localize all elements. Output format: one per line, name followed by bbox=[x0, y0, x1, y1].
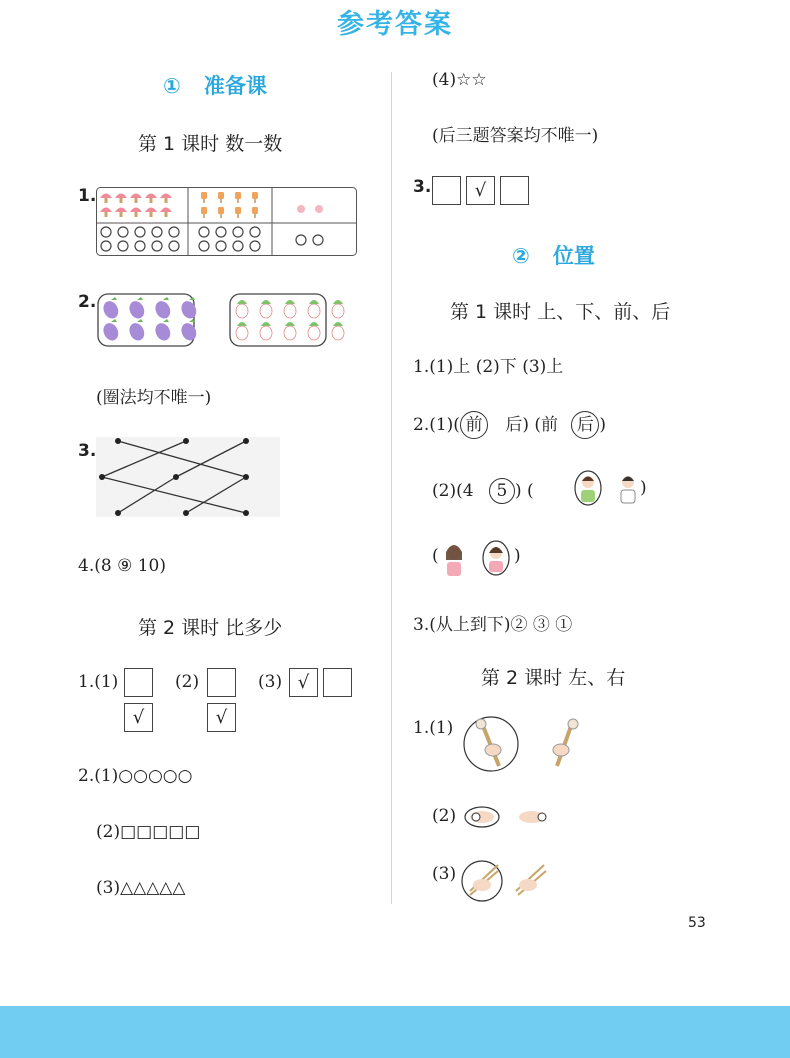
checkmark: √ bbox=[207, 703, 236, 732]
q4-answer: 4.(8 ⑨ 10) bbox=[78, 556, 166, 576]
q3-label: 3. bbox=[78, 441, 97, 461]
radish-icon bbox=[236, 322, 248, 340]
chopsticks-hands-figure bbox=[462, 857, 552, 905]
l2-q1-box-top-2 bbox=[207, 668, 236, 697]
eggplant-icon bbox=[153, 319, 173, 343]
r-q4-answer: (4)☆☆ bbox=[432, 70, 487, 90]
l2-q2-line1: 2.(1)○○○○○ bbox=[78, 766, 193, 786]
u2-lesson1-title: 第 1 课时 上、下、前、后 bbox=[450, 301, 671, 323]
radish-icon bbox=[284, 322, 296, 340]
u2-q2-label: 2.(1)( bbox=[413, 415, 460, 435]
l2-q1-label: 1.(1) bbox=[78, 672, 119, 692]
l2-q1-part3: (3) bbox=[258, 672, 283, 692]
l2-q1-box-bottom-2 bbox=[207, 703, 236, 732]
u2-q2-line1 bbox=[413, 410, 606, 439]
q1-label: 1. bbox=[78, 186, 97, 206]
r-q3-box-3 bbox=[500, 176, 529, 205]
eggplant-icon bbox=[127, 297, 147, 321]
unit1-mark: ① bbox=[163, 74, 181, 98]
unit1-title: 准备课 bbox=[203, 74, 267, 98]
radish-icon bbox=[260, 322, 272, 340]
unit2-heading bbox=[512, 240, 595, 270]
checkmark: √ bbox=[289, 668, 318, 697]
q2-label: 2. bbox=[78, 292, 97, 312]
page-title: 参考答案 bbox=[337, 9, 453, 40]
u2-q3-answer: 3.(从上到下)② ③ ① bbox=[413, 615, 573, 635]
eggplant-icon bbox=[179, 297, 199, 321]
u2-l2-q2: (2) bbox=[432, 806, 457, 826]
l2-q2-line2: (2)□□□□□ bbox=[96, 822, 201, 842]
watch-hands-figure bbox=[462, 803, 554, 831]
eggplant-icon bbox=[179, 319, 199, 343]
girl-pair-figure bbox=[440, 538, 512, 580]
l2-q2-line3: (3)△△△△△ bbox=[96, 878, 186, 898]
q2-note: (圈法均不唯一) bbox=[96, 388, 212, 408]
counting-table bbox=[96, 187, 358, 257]
radish-icon bbox=[308, 322, 320, 340]
unit1-heading bbox=[163, 70, 267, 100]
radish-icon bbox=[236, 300, 248, 318]
checkmark: √ bbox=[466, 176, 495, 205]
eggplant-icon bbox=[101, 319, 121, 343]
r-q3-label: 3. bbox=[413, 177, 432, 197]
checkmark: √ bbox=[124, 703, 153, 732]
eggplant-icon bbox=[153, 297, 173, 321]
l2-q1-part2: (2) bbox=[175, 672, 200, 692]
u2-q2-2-end: ) ( bbox=[514, 481, 534, 501]
u2-q2-2-close: ) bbox=[640, 478, 647, 498]
circled-back: 后 bbox=[571, 411, 599, 439]
l2-q1-box-top-1 bbox=[124, 668, 153, 697]
r-q3-box-1 bbox=[432, 176, 461, 205]
u2-l2-q1: 1.(1) bbox=[413, 718, 454, 738]
radish-icon bbox=[308, 300, 320, 318]
eggplant-icon bbox=[127, 319, 147, 343]
u2-q2-back: 后) (前 bbox=[505, 415, 559, 435]
lesson2-title: 第 2 课时 比多少 bbox=[138, 617, 283, 639]
u2-q2-line2 bbox=[432, 478, 534, 504]
u2-q2-end: ) bbox=[599, 415, 607, 435]
boy-pair-figure bbox=[574, 469, 638, 509]
unit2-title: 位置 bbox=[552, 244, 595, 268]
l2-q1-box-3a bbox=[289, 668, 318, 697]
r-note: (后三题答案均不唯一) bbox=[432, 126, 599, 146]
lesson1-title: 第 1 课时 数一数 bbox=[138, 133, 283, 155]
unit2-mark: ② bbox=[512, 244, 530, 268]
r-q3-box-2 bbox=[466, 176, 495, 205]
radish-icon bbox=[260, 300, 272, 318]
page-number: 53 bbox=[688, 915, 706, 931]
u2-lesson2-title: 第 2 课时 左、右 bbox=[481, 667, 626, 689]
grouping-figure bbox=[96, 292, 356, 350]
radish-icon bbox=[284, 300, 296, 318]
column-divider bbox=[391, 72, 392, 904]
eggplant-icon bbox=[101, 297, 121, 321]
u2-q2-3-close: ) bbox=[514, 546, 521, 566]
u2-q1-answer: 1.(1)上 (2)下 (3)上 bbox=[413, 357, 564, 377]
l2-q1-box-3b bbox=[323, 668, 352, 697]
radish-icon bbox=[332, 300, 344, 318]
matching-lines-figure bbox=[96, 437, 280, 517]
u2-q2-2-label: (2)(4 bbox=[432, 481, 474, 501]
circled-front: 前 bbox=[460, 411, 488, 439]
u2-q2-3-open: ( bbox=[432, 546, 439, 566]
brush-hands-figure bbox=[463, 716, 593, 772]
u2-l2-q3: (3) bbox=[432, 864, 457, 884]
l2-q1-box-bottom-1 bbox=[124, 703, 153, 732]
footer-band bbox=[0, 1006, 790, 1058]
circled-five: 5 bbox=[489, 478, 515, 504]
radish-icon bbox=[332, 322, 344, 340]
